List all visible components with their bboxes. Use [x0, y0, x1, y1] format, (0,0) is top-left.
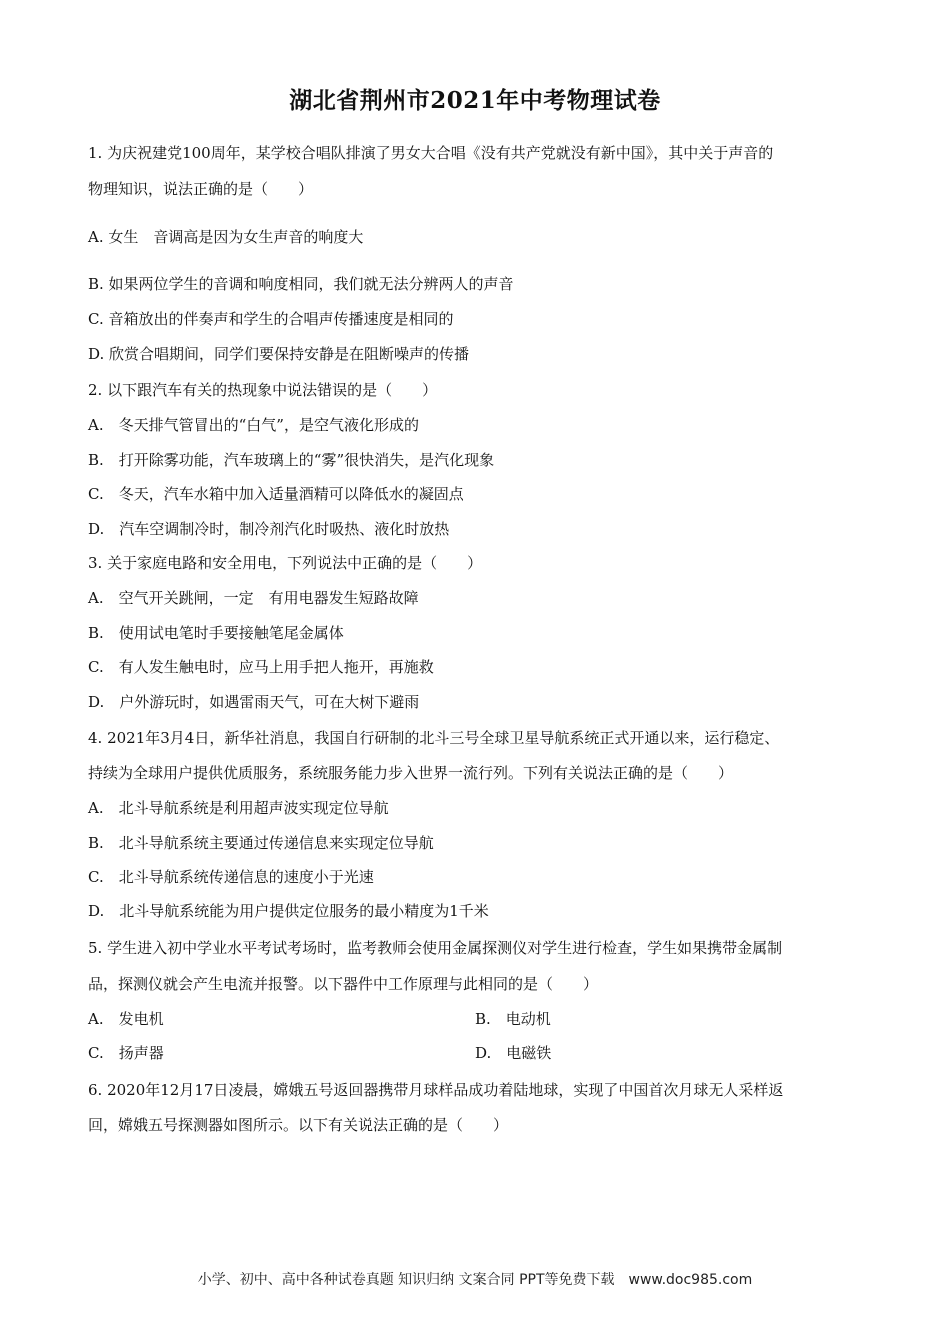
question-6-stem-line-2: 回，嫦娥五号探测器如图所示。以下有关说法正确的是（ ）: [88, 1116, 509, 1134]
question-2-option-c: C. 冬天，汽车水箱中加入适量酒精可以降低水的凝固点: [88, 485, 464, 503]
question-1-option-d: D. 欣赏合唱期间，同学们要保持安静是在阻断噪声的传播: [88, 345, 470, 363]
question-4-option-c: C. 北斗导航系统传递信息的速度小于光速: [88, 868, 374, 886]
question-2-stem: 2. 以下跟汽车有关的热现象中说法错误的是（ ）: [88, 381, 438, 399]
question-2-option-d: D. 汽车空调制冷时，制冷剂汽化时吸热、液化时放热: [88, 520, 450, 538]
question-1-stem-line-1: 1. 为庆祝建党100周年，某学校合唱队排演了男女大合唱《没有共产党就没有新中国》，其中关于声音的: [88, 144, 774, 162]
question-2-option-b: B. 打开除雾功能，汽车玻璃上的“雾”很快消失，是汽化现象: [88, 451, 495, 469]
question-4-stem-line-1: 4. 2021年3月4日，新华社消息，我国自行研制的北斗三号全球卫星导航系统正式开通以来，运行稳定、: [88, 729, 780, 747]
page-title: 湖北省荆州市2021年中考物理试卷: [289, 87, 661, 114]
question-1-stem-line-2: 物理知识，说法正确的是（ ）: [88, 180, 314, 198]
question-5-option-c: C. 扬声器: [88, 1044, 164, 1062]
question-6-stem-line-1: 6. 2020年12月17日凌晨，嫦娥五号返回器携带月球样品成功着陆地球，实现了中国首次月球无人采样返: [88, 1081, 784, 1099]
question-1-option-c: C. 音箱放出的伴奏声和学生的合唱声传播速度是相同的: [88, 310, 454, 328]
question-4-option-d: D. 北斗导航系统能为用户提供定位服务的最小精度为1千米: [88, 902, 489, 920]
page-footer: 小学、初中、高中各种试卷真题 知识归纳 文案合同 PPT等免费下载 www.doc985.com: [197, 1272, 753, 1288]
question-5-stem-line-2: 品，探测仪就会产生电流并报警。以下器件中工作原理与此相同的是（ ）: [88, 975, 599, 993]
question-5-option-a: A. 发电机: [88, 1010, 164, 1028]
question-4-stem-line-2: 持续为全球用户提供优质服务，系统服务能力步入世界一流行列。下列有关说法正确的是（ ）: [88, 764, 734, 782]
question-4-option-b: B. 北斗导航系统主要通过传递信息来实现定位导航: [88, 834, 434, 852]
question-3-option-a: A. 空气开关跳闸，一定 有用电器发生短路故障: [88, 589, 419, 607]
question-5-stem-line-1: 5. 学生进入初中学业水平考试考场时，监考教师会使用金属探测仪对学生进行检查，学生如果携带金属制: [88, 939, 783, 957]
question-3-option-b: B. 使用试电笔时手要接触笔尾金属体: [88, 624, 344, 642]
question-5-option-d: D. 电磁铁: [475, 1044, 552, 1062]
question-1-option-a: A. 女生 音调高是因为女生声音的响度大: [88, 228, 364, 246]
question-4-option-a: A. 北斗导航系统是利用超声波实现定位导航: [88, 799, 389, 817]
question-2-option-a: A. 冬天排气管冒出的“白气”，是空气液化形成的: [88, 416, 419, 434]
question-5-option-b: B. 电动机: [475, 1010, 551, 1028]
question-3-stem: 3. 关于家庭电路和安全用电，下列说法中正确的是（ ）: [88, 554, 483, 572]
question-3-option-c: C. 有人发生触电时，应马上用手把人拖开，再施救: [88, 658, 434, 676]
question-3-option-d: D. 户外游玩时，如遇雷雨天气，可在大树下避雨: [88, 693, 420, 711]
question-1-option-b: B. 如果两位学生的音调和响度相同，我们就无法分辨两人的声音: [88, 275, 514, 293]
